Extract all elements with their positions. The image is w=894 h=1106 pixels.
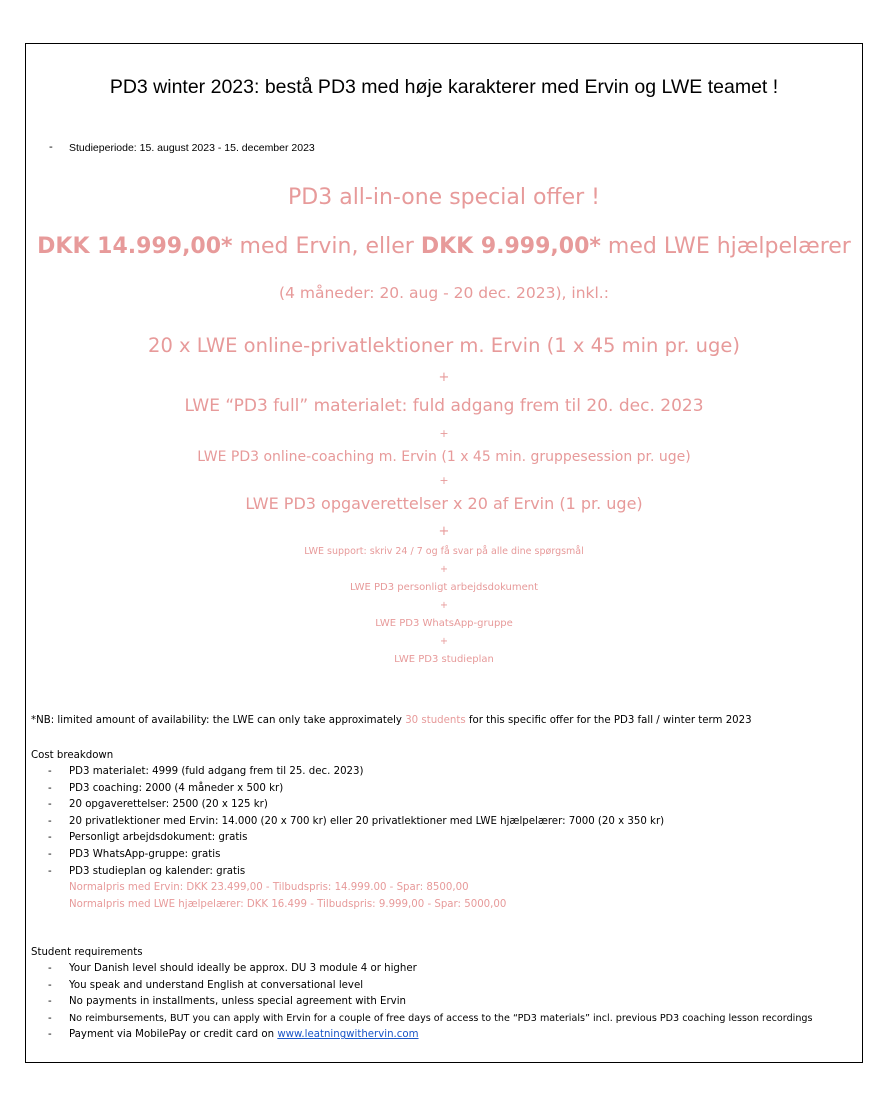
cost-breakdown-list <box>31 766 851 915</box>
price-end-text: med LWE hjælpelærer <box>600 234 851 259</box>
requirements-list <box>31 963 851 1046</box>
list-item: - 20 privatlektioner med Ervin: 14.000 (20 x 700 kr) eller 20 privatlektioner med LWE hjælpelærer: 7000 (20 x 350 kr) <box>48 815 665 827</box>
normal-price-ervin: Normalpris med Ervin: DKK 23.499,00 - Tilbudspris: 14.999.00 - Spar: 8500,00 <box>69 882 469 894</box>
list-item: - You speak and understand English at conversational level <box>48 979 364 991</box>
bullet-dash: - <box>48 979 52 991</box>
offer-item: LWE support: skriv 24 / 7 og få svar på alle dine spørgsmål <box>304 546 584 557</box>
cost-breakdown-heading: Cost breakdown <box>31 750 114 761</box>
price-ervin: DKK 14.999,00* <box>37 234 233 259</box>
normal-price-lwe: Normalpris med LWE hjælpelærer: DKK 16.499 - Tilbudspris: 9.999,00 - Spar: 5000,00 <box>69 898 507 910</box>
offer-item: LWE PD3 studieplan <box>394 654 494 665</box>
plus-sign: + <box>439 427 449 440</box>
bullet-dash: - <box>48 799 52 811</box>
list-item: - No reimbursements, BUT you can apply with Ervin for a couple of free days of access to the “PD3 materials” incl. previous PD3 coaching lesson recordings <box>48 1012 813 1024</box>
bullet-dash: - <box>48 865 52 877</box>
list-item: - Personligt arbejdsdokument: gratis <box>48 832 248 844</box>
availability-note-before: *NB: limited amount of availability: the LWE can only take approximately <box>31 715 406 726</box>
requirements-heading: Student requirements <box>31 947 143 958</box>
bullet-dash: - <box>48 832 52 844</box>
plus-sign: + <box>440 564 448 575</box>
bullet-dash: - <box>49 141 53 153</box>
plus-sign: + <box>439 474 449 487</box>
offer-price-line <box>26 234 862 259</box>
offer-item: LWE PD3 personligt arbejdsdokument <box>349 582 539 593</box>
offer-item: LWE PD3 online-coaching m. Ervin (1 x 45 min. gruppesession pr. uge) <box>197 449 691 465</box>
price-lwe: DKK 9.999,00* <box>420 234 601 259</box>
offer-duration: (4 måneder: 20. aug - 20 dec. 2023), inkl.: <box>279 284 609 302</box>
website-link[interactable]: www.leatningwithervin.com <box>277 1029 419 1041</box>
payment-text: Payment via MobilePay or credit card on <box>69 1029 278 1041</box>
bullet-dash: - <box>48 766 52 777</box>
bullet-dash: - <box>48 815 52 827</box>
plus-sign: + <box>438 370 450 385</box>
availability-note <box>31 715 752 726</box>
bullet-dash: - <box>48 1029 52 1041</box>
availability-note-after: for this specific offer for the PD3 fall / winter term 2023 <box>465 715 752 726</box>
plus-sign: + <box>440 600 448 611</box>
offer-item: LWE PD3 WhatsApp-gruppe <box>375 618 513 629</box>
list-item: - 20 opgaverettelser: 2500 (20 x 125 kr) <box>48 799 268 811</box>
list-item: - PD3 WhatsApp-gruppe: gratis <box>48 848 221 860</box>
list-item: - No payments in installments, unless special agreement with Ervin <box>48 996 406 1008</box>
offer-item: LWE PD3 opgaverettelser x 20 af Ervin (1 pr. uge) <box>245 494 643 513</box>
offer-item: 20 x LWE online-privatlektioner m. Ervin (1 x 45 min pr. uge) <box>148 334 740 357</box>
document-title: PD3 winter 2023: bestå PD3 med høje karakterer med Ervin og LWE teamet ! <box>109 76 779 98</box>
plus-sign: + <box>440 636 448 647</box>
bullet-dash: - <box>48 782 52 794</box>
offer-heading: PD3 all-in-one special offer ! <box>288 185 600 210</box>
document-page <box>25 43 863 1063</box>
bullet-dash: - <box>48 963 52 974</box>
bullet-dash: - <box>48 1012 52 1024</box>
bullet-dash: - <box>48 996 52 1008</box>
list-item: - PD3 coaching: 2000 (4 måneder x 500 kr) <box>48 782 284 794</box>
plus-sign: + <box>438 524 450 539</box>
list-item <box>31 1029 851 1046</box>
price-mid-text: med Ervin, eller <box>232 234 421 259</box>
availability-highlight: 30 students <box>405 715 466 726</box>
bullet-dash: - <box>48 848 52 860</box>
study-period: Studieperiode: 15. august 2023 - 15. december 2023 <box>69 142 315 154</box>
list-item: - Your Danish level should ideally be approx. DU 3 module 4 or higher <box>48 963 417 974</box>
offer-item: LWE “PD3 full” materialet: fuld adgang frem til 20. dec. 2023 <box>184 396 704 416</box>
list-item: - PD3 materialet: 4999 (fuld adgang frem til 25. dec. 2023) <box>48 766 364 777</box>
list-item: - PD3 studieplan og kalender: gratis <box>48 865 246 877</box>
